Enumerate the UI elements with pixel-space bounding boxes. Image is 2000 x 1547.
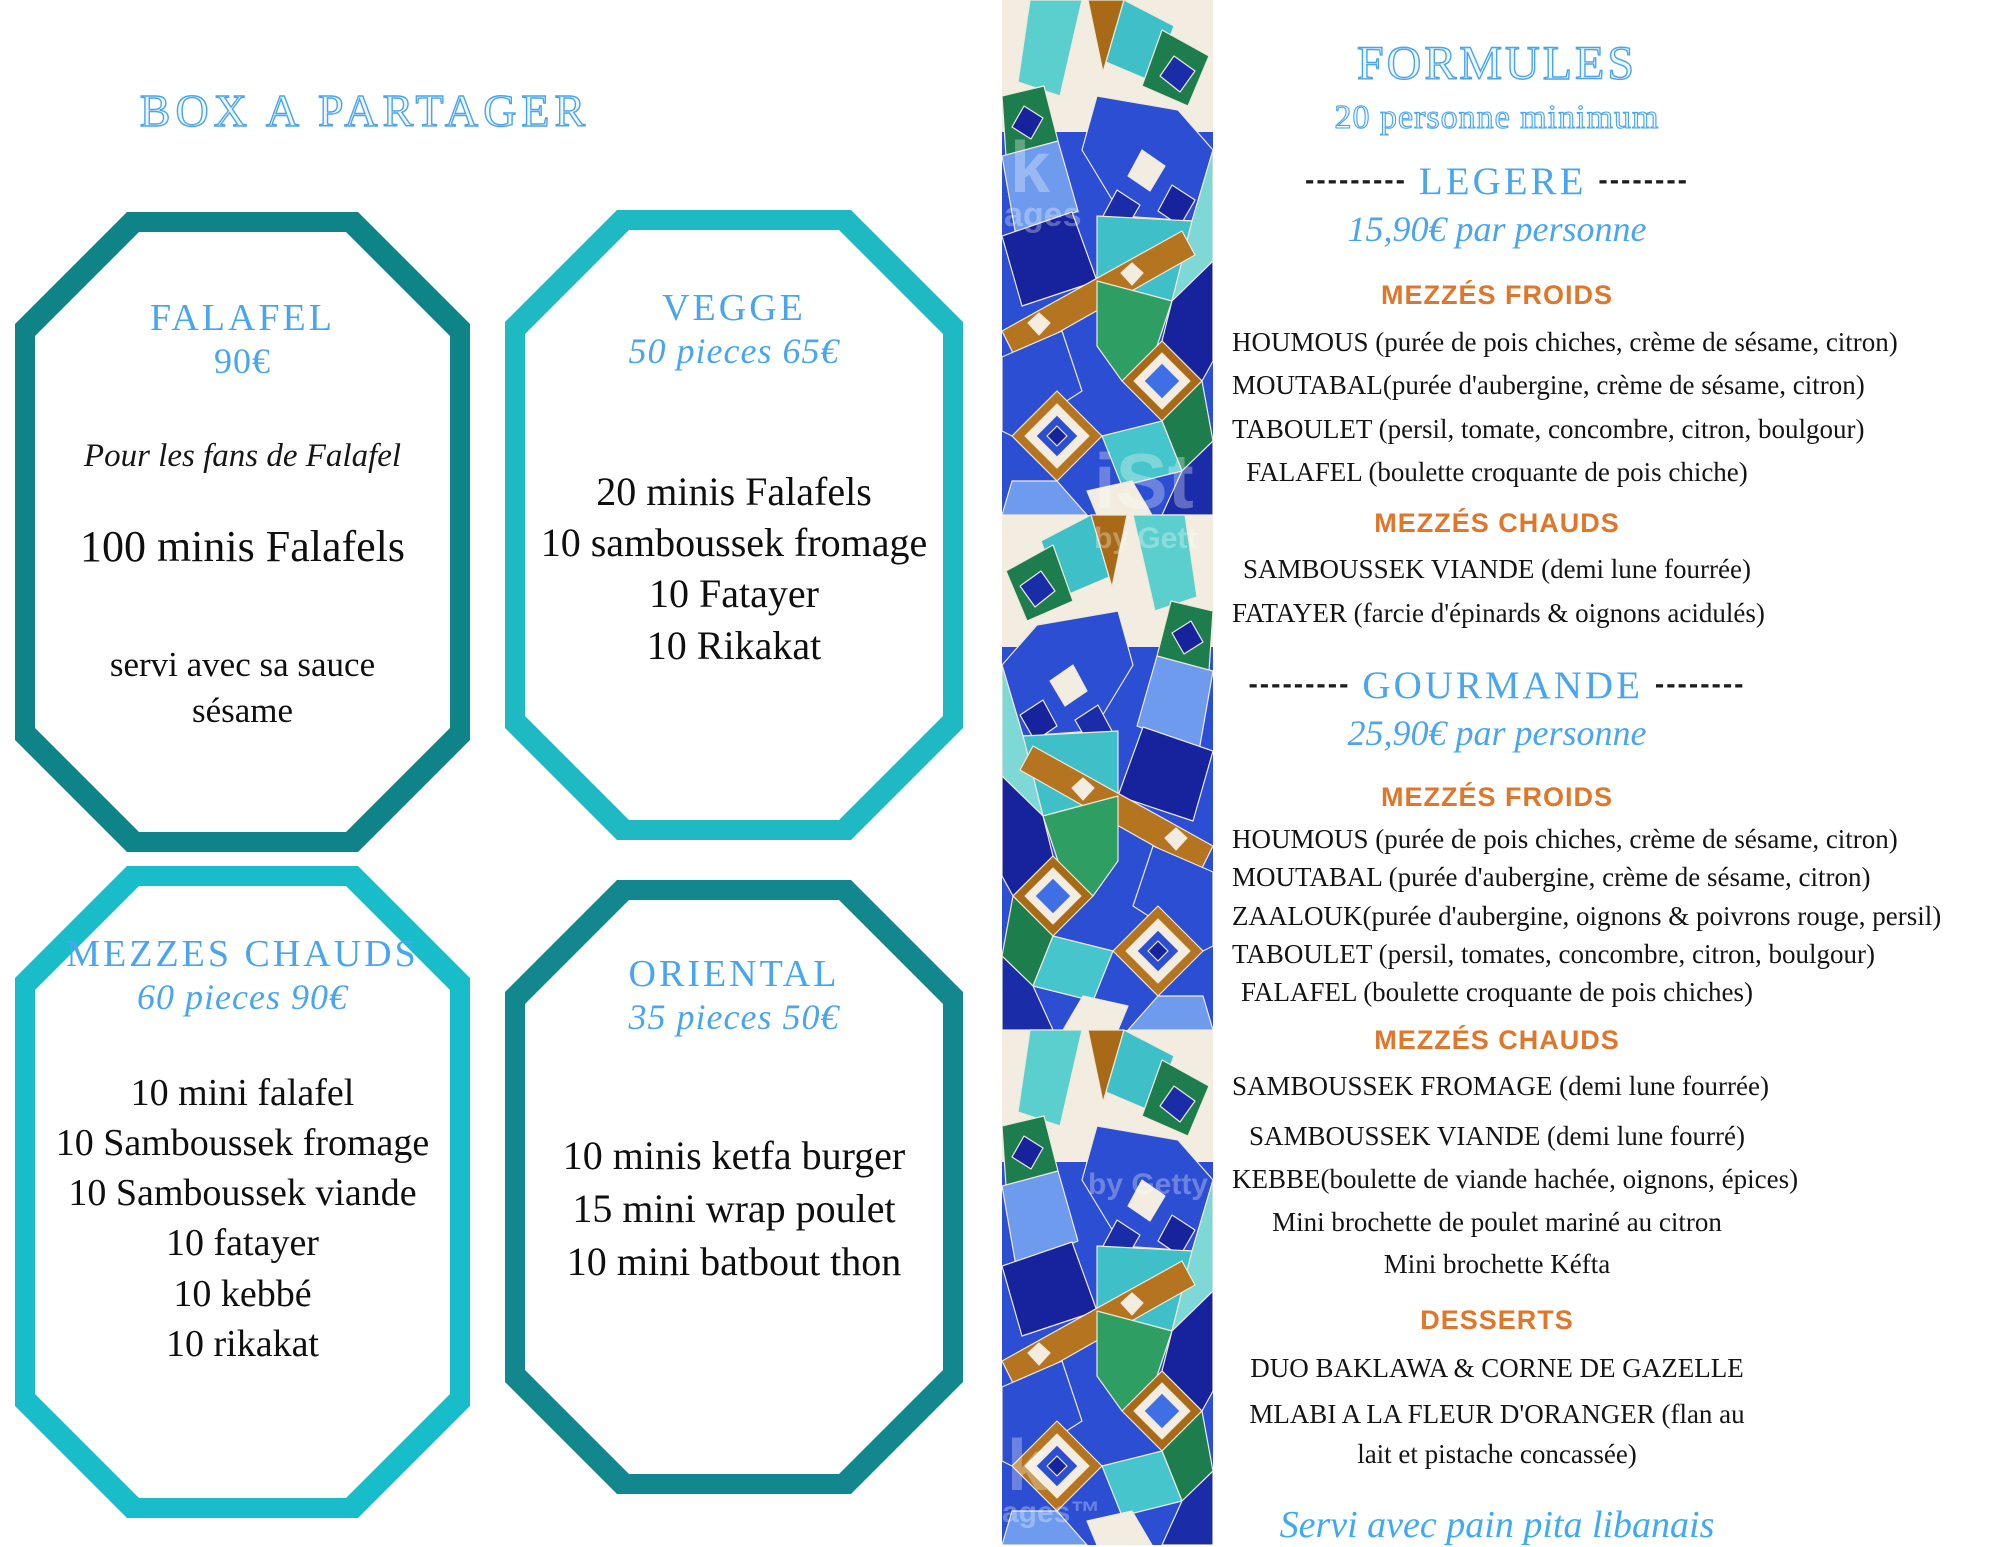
menu-item: 20 minis Falafels [596, 469, 872, 514]
gourmande-heading [1248, 663, 1745, 708]
formules-column [1232, 0, 1942, 1546]
box-name: VEGGE [662, 287, 806, 329]
dash-rule-left: --------- [1248, 668, 1351, 700]
legere-price: 15,90€ par personne [1347, 209, 1647, 249]
menu-line: HOUMOUS (purée de pois chiches, crème de sésame, citron) [1232, 824, 1898, 855]
formules-subtitle: 20 personne minimum [1334, 99, 1660, 136]
box-items [541, 466, 928, 671]
menu-line: SAMBOUSSEK VIANDE (demi lune fourré) [1249, 1121, 1745, 1152]
section-heading-mezzes-froids: MEZZÉS FROIDS [1380, 782, 1613, 813]
box-name: MEZZES CHAUDS [66, 933, 419, 975]
box-price: 90€ [214, 341, 271, 381]
menu-line: FALAFEL (boulette croquante de pois chiche) [1246, 457, 1748, 488]
box-price: 60 pieces 90€ [137, 977, 348, 1017]
menu-line: Mini brochette Kéfta [1383, 1249, 1611, 1280]
menu-line: DUO BAKLAWA & CORNE DE GAZELLE [1250, 1352, 1744, 1383]
menu-line: TABOULET (persil, tomate, concombre, citron, boulgour) [1232, 413, 1865, 444]
box-note [110, 642, 375, 733]
menu-line: SAMBOUSSEK VIANDE (demi lune fourrée) [1243, 554, 1751, 585]
left-title: BOX A PARTAGER [139, 85, 591, 136]
box-name: FALAFEL [150, 297, 335, 339]
box-note-line: sésame [191, 690, 294, 730]
menu-line: MLABI A LA FLEUR D'ORANGER (flan au lait et pistache concassée) [1249, 1398, 1745, 1470]
box-price: 50 pieces 65€ [628, 331, 840, 371]
menu-item: 10 fatayer [166, 1222, 319, 1265]
gourmande-price: 25,90€ par personne [1347, 713, 1647, 754]
formules-title: FORMULES [1356, 37, 1638, 90]
watermark-text: k [1007, 1426, 1048, 1506]
watermark-text: iSt [1094, 437, 1194, 525]
mosaic-tile-image [1002, 0, 1213, 1545]
watermark-text: by Gett [1094, 522, 1198, 555]
mosaic-strip [1002, 0, 1213, 1545]
watermark-text: k [1010, 128, 1051, 208]
menu-line: FATAYER (farcie d'épinards & oignons acidulés) [1232, 597, 1765, 628]
menu-line: MOUTABAL(purée d'aubergine, crème de sésame, citron) [1232, 370, 1865, 401]
menu-item: 10 mini batbout thon [566, 1238, 902, 1284]
menu-item: 10 samboussek fromage [540, 520, 928, 566]
menu-line: HOUMOUS (purée de pois chiches, crème de sésame, citron) [1232, 327, 1898, 357]
box-tagline: Pour les fans de Falafel [83, 438, 402, 474]
menu-item: 10 Rikakat [646, 622, 822, 668]
menu-line: KEBBE(boulette de viande hachée, oignons, épices) [1232, 1164, 1799, 1195]
box-price: 35 pieces 50€ [628, 997, 840, 1037]
section-heading-mezzes-froids: MEZZÉS FROIDS [1380, 280, 1613, 310]
box-mezzes-chauds [15, 866, 470, 1518]
box-falafel [15, 212, 470, 852]
menu-item: 10 Samboussek viande [68, 1172, 417, 1215]
section-heading-desserts: DESSERTS [1420, 1304, 1574, 1335]
box-highlight: 100 minis Falafels [79, 522, 406, 571]
box-vegge [505, 210, 963, 840]
menu-line: FALAFEL (boulette croquante de pois chiches) [1240, 977, 1754, 1008]
menu-line: ZAALOUK(purée d'aubergine, oignons & poivrons rouge, persil) [1232, 900, 1942, 931]
menu-item: 10 Fatayer [649, 571, 819, 617]
box-items [56, 1068, 430, 1369]
box-name: ORIENTAL [628, 953, 840, 995]
section-heading-mezzes-chauds: MEZZÉS CHAUDS [1374, 508, 1620, 539]
box-note-line: servi avec sa sauce [109, 645, 376, 684]
legere-label: LEGERE [1418, 160, 1587, 203]
watermark-text: by Getty [1088, 1168, 1209, 1201]
menu-item: 10 rikakat [165, 1322, 319, 1365]
menu-line: Mini brochette de poulet mariné au citron [1272, 1206, 1722, 1237]
menu-line: SAMBOUSSEK FROMAGE (demi lune fourrée) [1232, 1070, 1769, 1101]
dash-rule-right: -------- [1654, 668, 1746, 700]
watermark-text: ages™ [1002, 1496, 1101, 1529]
menu-item: 15 mini wrap poulet [572, 1185, 896, 1231]
box-items [563, 1130, 906, 1288]
dash-rule-right: -------- [1598, 164, 1689, 195]
menu-line: MOUTABAL (purée d'aubergine, crème de sésame, citron) [1232, 862, 1871, 893]
legere-heading [1305, 159, 1689, 204]
footer-note: Servi avec pain pita libanais [1279, 1503, 1715, 1546]
menu-line: TABOULET (persil, tomates, concombre, citron, boulgour) [1232, 939, 1875, 970]
watermark-text: ages [1004, 196, 1082, 234]
box-oriental [505, 880, 963, 1494]
menu-item: 10 mini falafel [130, 1072, 355, 1114]
gourmande-label: GOURMANDE [1362, 664, 1643, 708]
section-heading-mezzes-chauds: MEZZÉS CHAUDS [1374, 1024, 1620, 1055]
menu-item: 10 kebbé [173, 1272, 312, 1315]
dash-rule-left: --------- [1305, 164, 1407, 195]
menu-item: 10 minis ketfa burger [562, 1133, 906, 1178]
menu-item: 10 Samboussek fromage [55, 1122, 430, 1165]
